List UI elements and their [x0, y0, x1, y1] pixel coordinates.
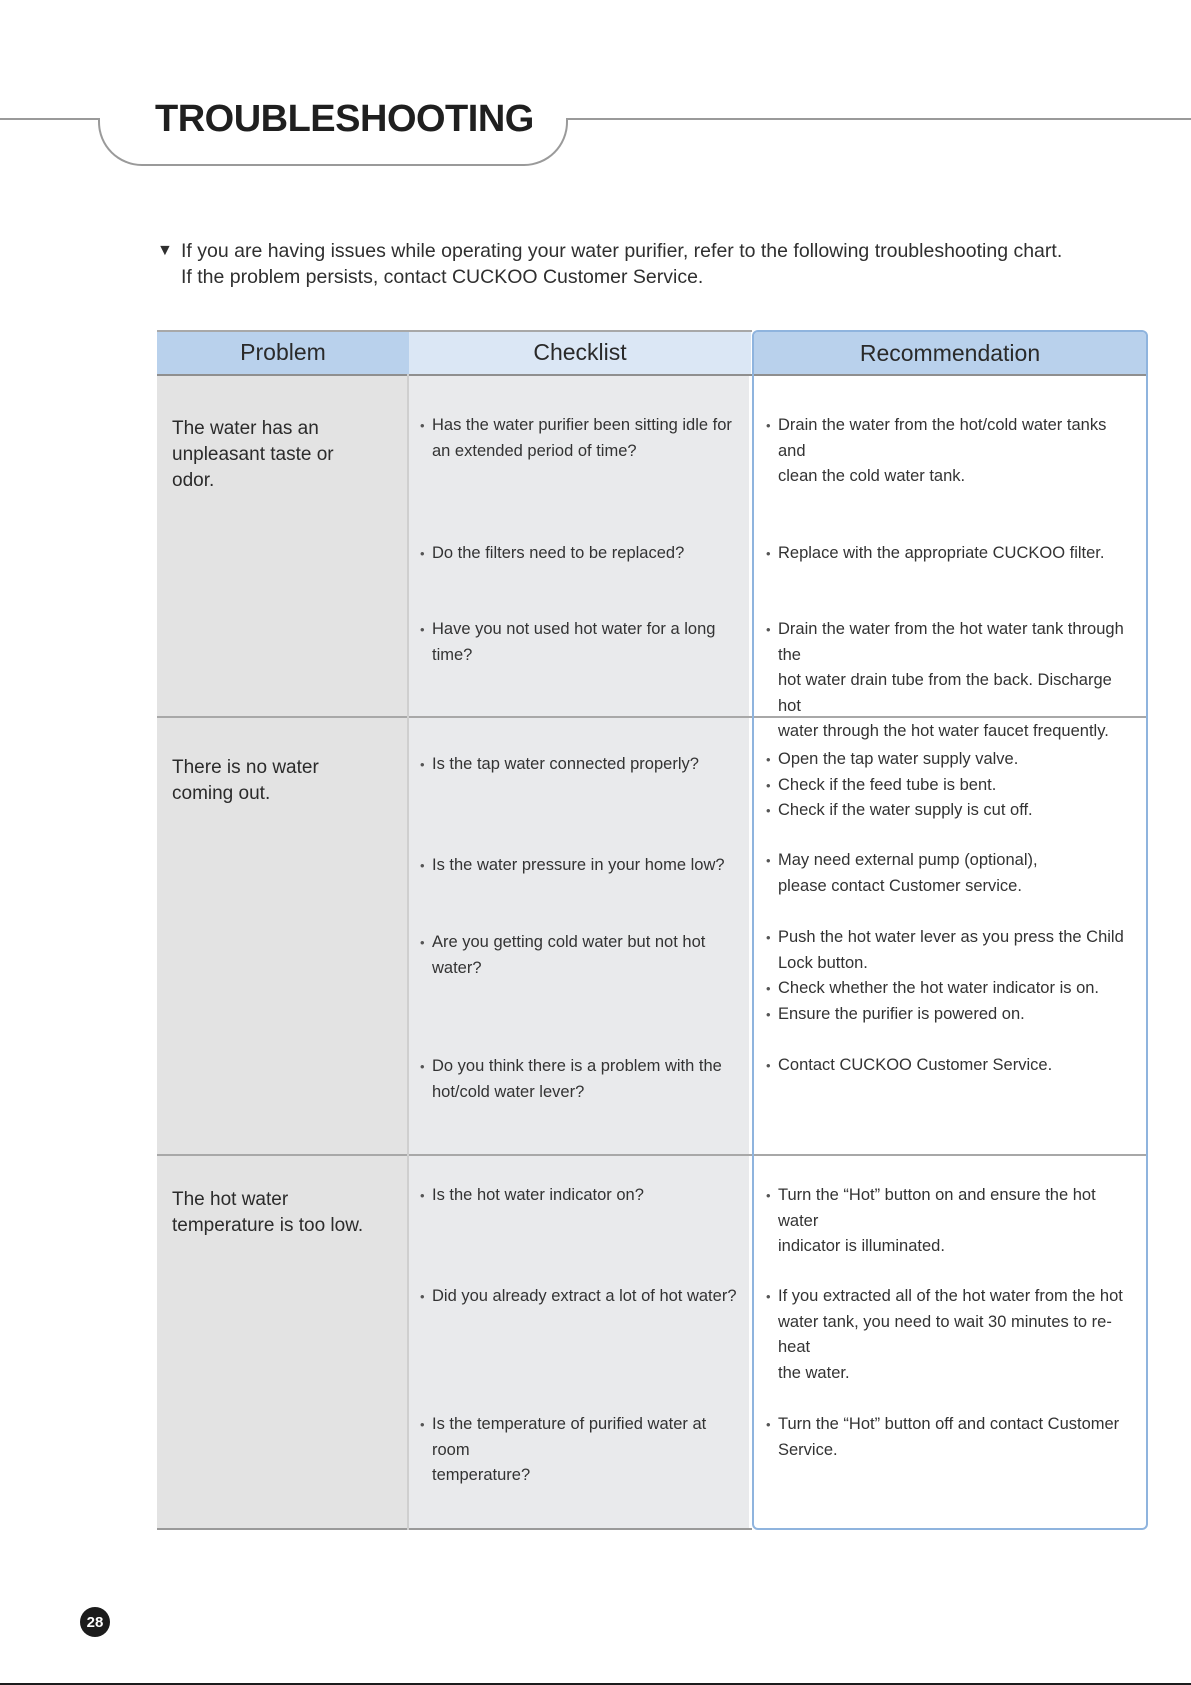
checklist-item: • Is the water pressure in your home low?: [420, 853, 745, 879]
recommendation-item: • Contact CUCKOO Customer Service.: [766, 1053, 1138, 1079]
checklist-item: • Have you not used hot water for a long time?: [420, 617, 745, 668]
recommendation-item: • Drain the water from the hot water tank through the hot water drain tube from the back. Discharge hot water through the hot water faucet frequently.: [766, 617, 1138, 745]
intro-line: If you are having issues while operating your water purifier, refer to the following troubleshooting chart.: [181, 240, 1063, 262]
problem-column: [157, 374, 408, 1530]
triangle-down-icon: ▼: [157, 242, 173, 259]
column-divider: [407, 374, 409, 1530]
table-bottom-rule: [157, 1528, 752, 1530]
rule: [157, 330, 752, 332]
header-problem: Problem: [157, 330, 409, 374]
page-title: TROUBLESHOOTING: [155, 98, 534, 140]
header-rule-left: [0, 118, 100, 120]
checklist-item: • Is the hot water indicator on?: [420, 1183, 745, 1209]
checklist-item: • Are you getting cold water but not hot water?: [420, 930, 745, 981]
header-recommendation: Recommendation: [754, 332, 1146, 374]
recommendation-item: • If you extracted all of the hot water from the hot water tank, you need to wait 30 minutes to re-heat the water.: [766, 1284, 1138, 1386]
header-rule-right: [566, 118, 1191, 120]
checklist-item: • Did you already extract a lot of hot water?: [420, 1284, 745, 1310]
checklist-item: • Has the water purifier been sitting idle for an extended period of time?: [420, 413, 745, 464]
problem-title: The hot water temperature is too low.: [172, 1189, 364, 1236]
troubleshooting-table: [157, 330, 1148, 1530]
recommendation-item: • May need external pump (optional), please contact Customer service.: [766, 848, 1138, 899]
checklist-item: • Do the filters need to be replaced?: [420, 541, 745, 567]
problem-title: There is no water coming out.: [172, 757, 319, 804]
recommendation-item: • Push the hot water lever as you press the Child Lock button. • Check whether the hot water indicator is on. • Ensure the purifier is powered on.: [766, 925, 1138, 1027]
recommendation-item: • Replace with the appropriate CUCKOO filter.: [766, 541, 1138, 567]
checklist-item: • Do you think there is a problem with the hot/cold water lever?: [420, 1054, 745, 1105]
recommendation-item: • Turn the “Hot” button on and ensure the hot water indicator is illuminated.: [766, 1183, 1138, 1260]
page-number: 28: [80, 1607, 110, 1637]
checklist-item: • Is the temperature of purified water at room temperature?: [420, 1412, 745, 1489]
checklist-item: • Is the tap water connected properly?: [420, 752, 745, 778]
recommendation-item: • Drain the water from the hot/cold water tanks and clean the cold water tank.: [766, 413, 1138, 490]
intro-line: If the problem persists, contact CUCKOO Customer Service.: [181, 266, 704, 288]
recommendation-item: • Open the tap water supply valve. • Check if the feed tube is bent. • Check if the water supply is cut off.: [766, 747, 1138, 824]
problem-title: The water has an unpleasant taste or odor.: [172, 418, 334, 491]
header-checklist: Checklist: [409, 330, 751, 374]
recommendation-item: • Turn the “Hot” button off and contact Customer Service.: [766, 1412, 1138, 1463]
intro: [157, 238, 1062, 290]
